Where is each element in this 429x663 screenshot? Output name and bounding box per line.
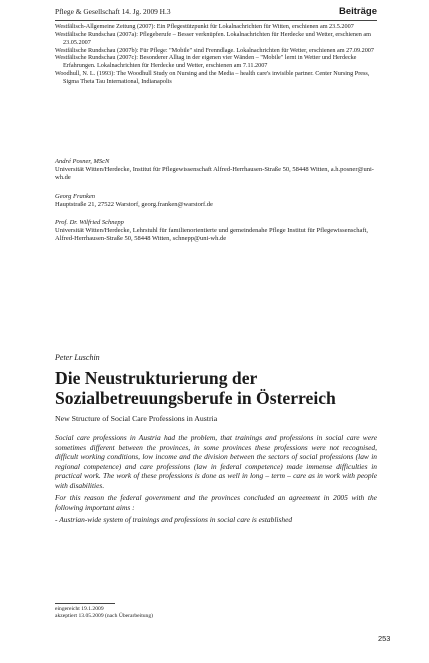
abstract (55, 433, 377, 528)
page-number: 253 (378, 634, 391, 643)
journal-citation: Pflege & Gesellschaft 14. Jg. 2009 H.3 (55, 7, 171, 16)
title-line: Sozialbetreuungsberufe in Österreich (55, 387, 336, 408)
author-name: André Posner, MScN (55, 158, 110, 165)
running-header (55, 7, 377, 19)
reference-item: Westfälisch-Allgemeine Zeitung (2007): Ein Pflegestützpunkt für Lokalnachrichten für Witten, erschienen am 23.5.2007 (55, 23, 354, 30)
article-subtitle: New Structure of Social Care Professions in Austria (55, 414, 218, 423)
reference-item: Woodhull, N. L. (1993): The Woodhull Study on Nursing and the Media – health care's invisible partner. Center Nursing Press, Sigma Theta Tau International, Indianapolis (55, 70, 370, 85)
author-name: Georg Franken (55, 192, 96, 200)
abstract-paragraph: For this reason the federal government and the provinces concluded an agreement in 2005 with the following important aims : (55, 493, 377, 512)
article-author: Peter Luschin (55, 353, 100, 362)
footnotes (55, 606, 153, 621)
reference-item: Westfälische Rundschau (2007c): Besonderer Alltag in der eigenen vier Wänden – "Mobile" lernt in Wetter und Herdecke Erfahrungen. Lokalnachrichten für Herdecke und Wetter, erschienen am 7.11.2007 (55, 54, 357, 70)
section-label: Beiträge (338, 6, 377, 17)
submitted-date: eingereicht 19.1.2009 (55, 606, 104, 612)
reference-item: Westfälische Rundschau (2007a): Pflegeberufe – Besser verknüpfen. Lokalnachrichten für Herdecke und Wetter, erschienen am 23.05.2007 (55, 30, 371, 46)
reference-item: Westfälische Rundschau (2007b): Für Pflege: "Mobile" sind Frenndlage. Lokalnachrichten für Wetter, erschienen am 27.09.2007 (55, 46, 374, 54)
abstract-bullet: - Austrian-wide system of trainings and professions in social care is established (55, 515, 293, 525)
author-block (55, 219, 377, 244)
article-title (55, 369, 385, 408)
footnote-rule (55, 603, 115, 604)
accepted-date: akzeptiert 13.05.2009 (nach Überarbeitung) (55, 613, 154, 620)
author-block (55, 193, 377, 209)
abstract-paragraph: Social care professions in Austria had the problem, that trainings and professions in social care were sometimes different between the provinces, in some provinces these professions were not recognised, difficult working conditions, low income and the division between the sectors of social professions (law in regional competence) and care professions (law in federal competence) made immense difficulties in practical work. The work of these professions is done as well in long – term – care as in work with people with disabilities. (55, 433, 377, 490)
header-rule (55, 20, 377, 21)
author-contacts (55, 158, 377, 254)
author-block (55, 158, 377, 183)
author-address: Universität Witten/Herdecke, Institut für Pflegewissenschaft Alfred-Herrhausen-Straße 50, 58448 Witten, a.h.posner@uni-wh.de (55, 166, 374, 182)
author-name: Prof. Dr. Wilfried Schnepp (55, 219, 124, 227)
author-address: Hauptstraße 21, 27522 Warstorf, georg.franken@warstorf.de (55, 200, 213, 208)
author-address: Universität Witten/Herdecke, Lehrstuhl für familienorientierte und gemeindenahe Pflege Institut für Pflegewissenschaft, Alfred-Herrhausen-Straße 50, 58448 Witten, schnepp@uni-wh.de (55, 227, 368, 243)
reference-list (55, 23, 377, 86)
title-line: Die Neustrukturierung der (55, 368, 258, 388)
